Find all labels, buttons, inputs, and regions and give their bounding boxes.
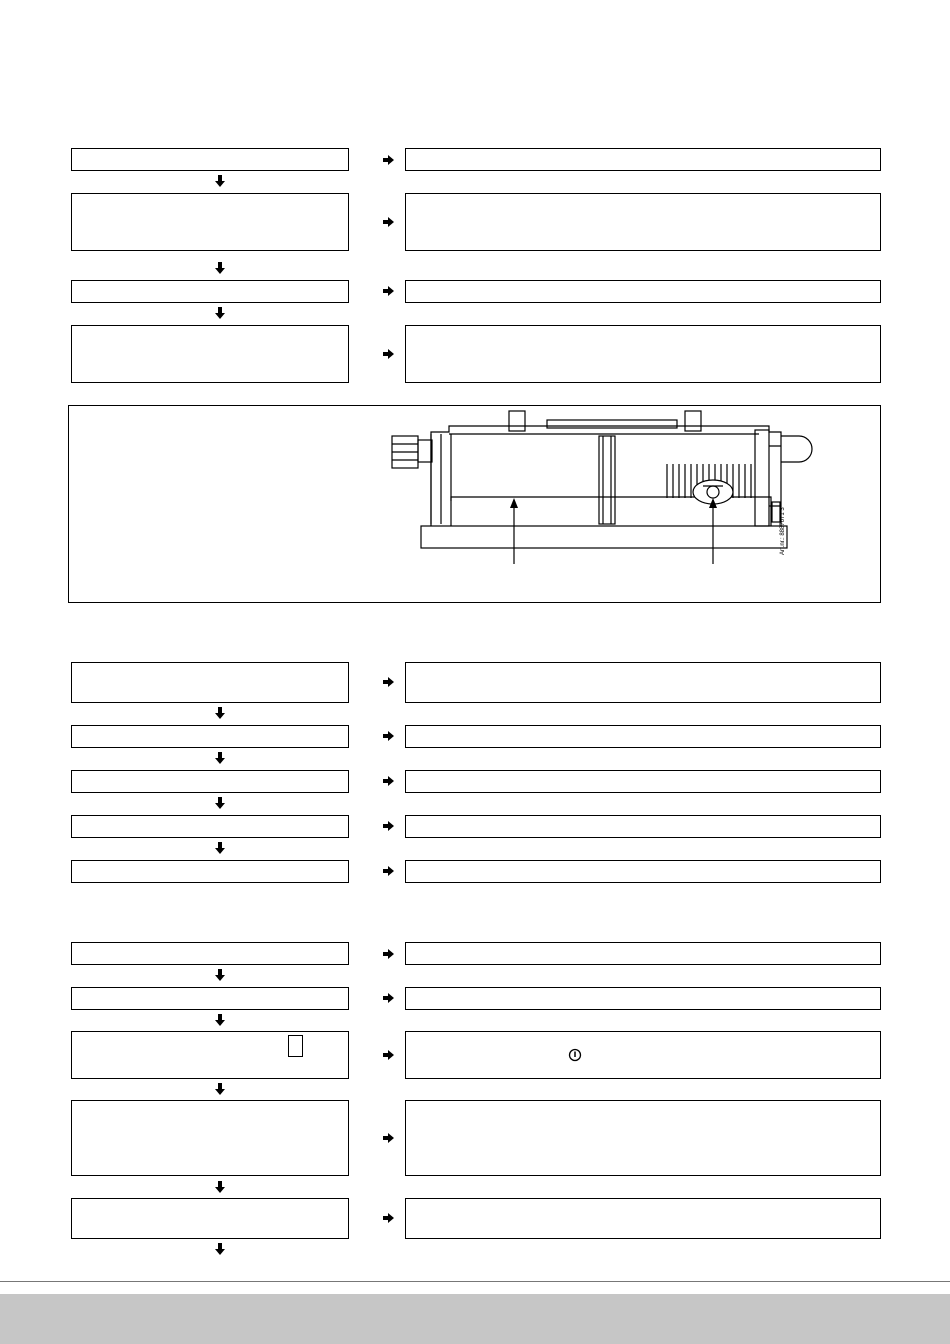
step-box-1-4-right (405, 325, 881, 383)
step-box-1-2-left (71, 193, 349, 251)
step-box-3-2-right (405, 987, 881, 1010)
arrow-right-icon (383, 731, 394, 741)
arrow-down-icon (214, 969, 226, 981)
power-symbol-icon (568, 1048, 582, 1062)
step-box-3-2-left (71, 987, 349, 1010)
step-box-2-2-left (71, 725, 349, 748)
arrow-right-icon (383, 677, 394, 687)
arrow-down-icon (214, 307, 226, 319)
arrow-right-icon (383, 349, 394, 359)
step-box-2-5-right (405, 860, 881, 883)
step-box-2-1-right (405, 662, 881, 703)
arrow-down-icon (214, 1181, 226, 1193)
display-segment-box (288, 1035, 303, 1057)
step-box-3-1-right (405, 942, 881, 965)
step-box-2-4-right (405, 815, 881, 838)
step-box-3-4-right (405, 1100, 881, 1176)
arrow-right-icon (383, 776, 394, 786)
step-box-3-3-right (405, 1031, 881, 1079)
arrow-down-icon (214, 842, 226, 854)
arrow-right-icon (383, 1050, 394, 1060)
step-box-2-2-right (405, 725, 881, 748)
step-box-1-3-left (71, 280, 349, 303)
device-cross-section-illustration (69, 406, 882, 604)
arrow-down-icon (214, 797, 226, 809)
step-box-1-1-right (405, 148, 881, 171)
footer-bar (0, 1294, 950, 1344)
step-box-2-1-left (71, 662, 349, 703)
arrow-down-icon (214, 752, 226, 764)
arrow-right-icon (383, 821, 394, 831)
step-box-3-5-left (71, 1198, 349, 1239)
arrow-right-icon (383, 949, 394, 959)
arrow-right-icon (383, 155, 394, 165)
step-box-3-3-left (71, 1031, 349, 1079)
step-box-3-4-left (71, 1100, 349, 1176)
arrow-down-icon (214, 1243, 226, 1255)
arrow-down-icon (214, 1083, 226, 1095)
step-box-3-1-left (71, 942, 349, 965)
step-box-1-3-right (405, 280, 881, 303)
art-number: Art.nr.: 8887671 3 (780, 507, 786, 555)
step-box-1-4-left (71, 325, 349, 383)
arrow-right-icon (383, 1213, 394, 1223)
arrow-right-icon (383, 286, 394, 296)
step-box-2-3-right (405, 770, 881, 793)
step-box-1-2-right (405, 193, 881, 251)
arrow-right-icon (383, 217, 394, 227)
arrow-down-icon (214, 175, 226, 187)
arrow-down-icon (214, 1014, 226, 1026)
arrow-down-icon (214, 707, 226, 719)
step-box-2-5-left (71, 860, 349, 883)
figure-frame (68, 405, 881, 603)
step-box-2-4-left (71, 815, 349, 838)
arrow-right-icon (383, 866, 394, 876)
arrow-right-icon (383, 1133, 394, 1143)
footer-divider (0, 1281, 950, 1282)
step-box-3-5-right (405, 1198, 881, 1239)
step-box-2-3-left (71, 770, 349, 793)
arrow-down-icon (214, 262, 226, 274)
step-box-1-1-left (71, 148, 349, 171)
arrow-right-icon (383, 993, 394, 1003)
